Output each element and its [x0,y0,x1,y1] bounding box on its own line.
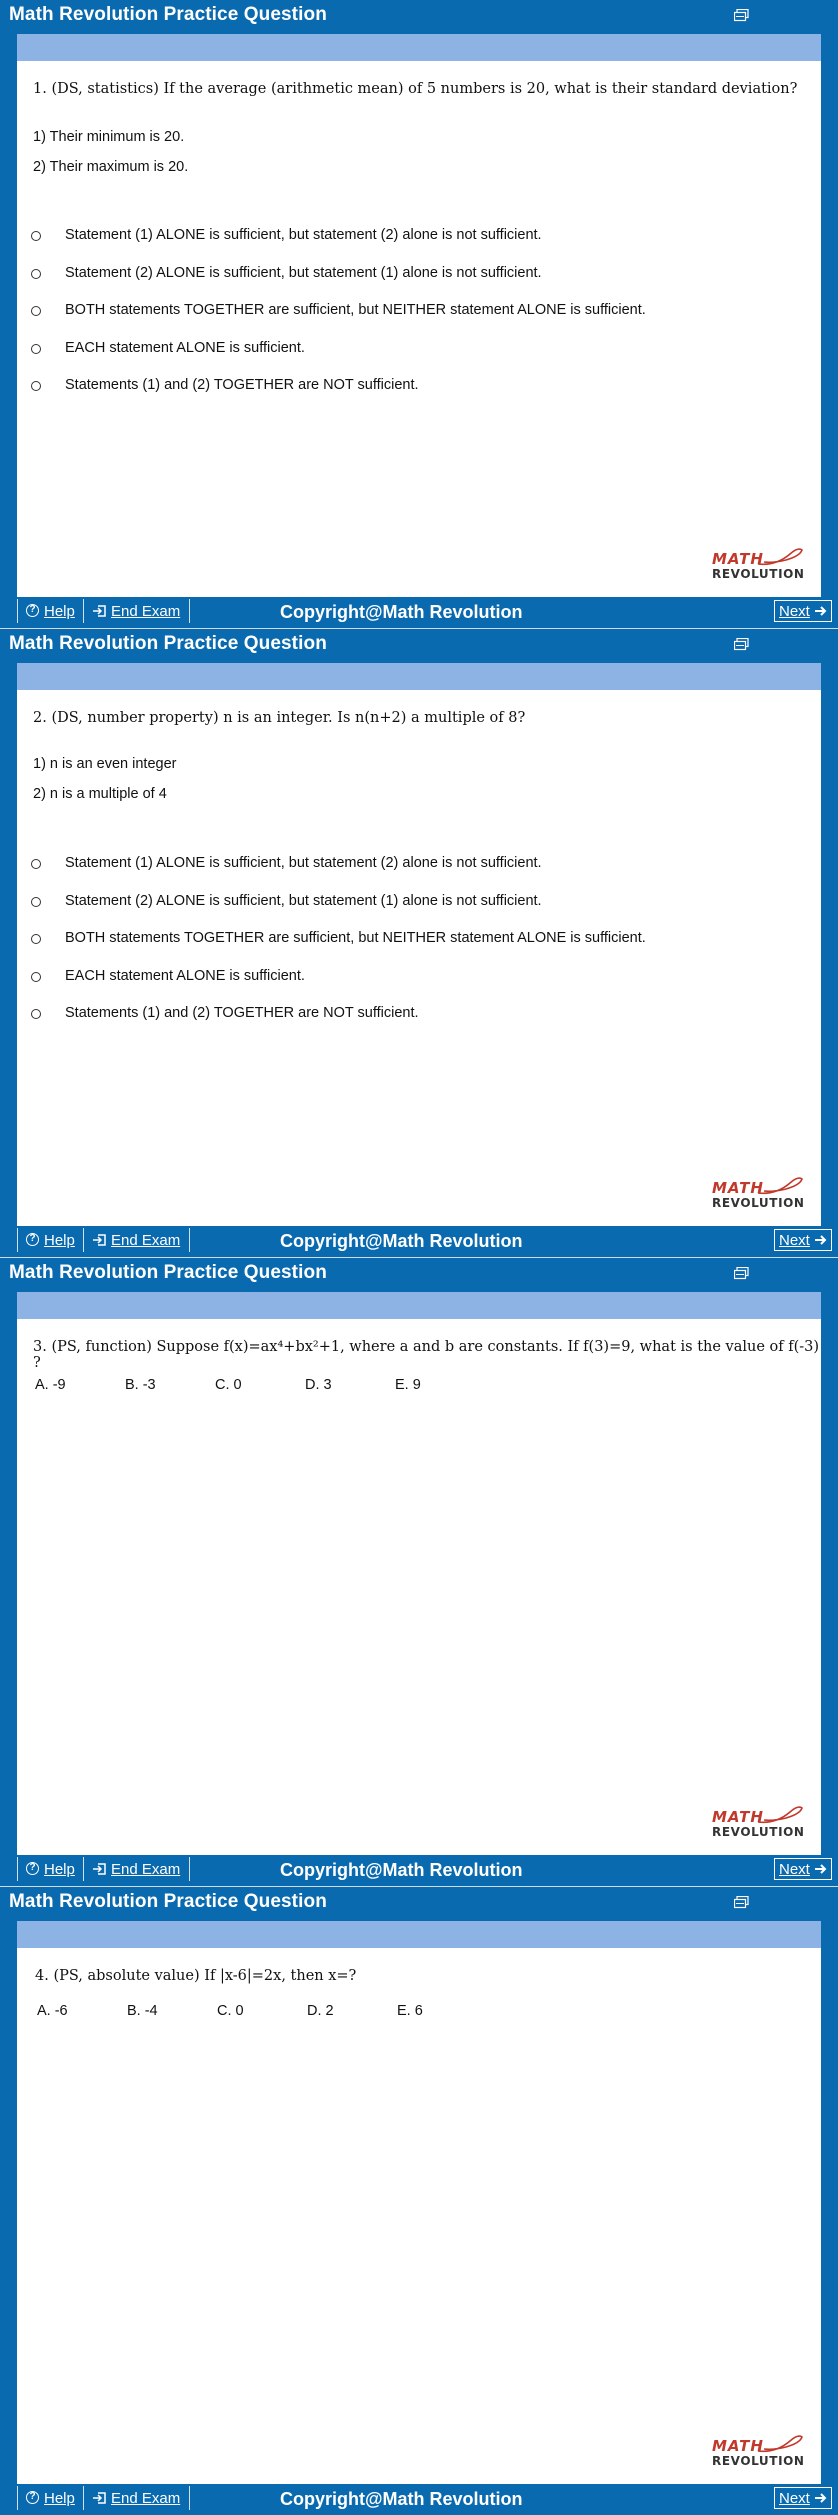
radio-button[interactable] [31,1009,41,1019]
logo-swoosh-icon [756,1175,804,1197]
logo-swoosh-icon [756,1804,804,1826]
sub-toolbar [17,1921,821,1948]
bottom-bar [0,2484,838,2515]
answer-choice-d[interactable]: D. 3 [305,1377,332,1393]
answer-choice-a[interactable]: A. -9 [35,1377,66,1393]
radio-button[interactable] [31,859,41,869]
help-circle-icon: ? [26,1862,39,1875]
exit-icon [92,1234,106,1246]
answer-choice-a[interactable]: A. -6 [37,2003,68,2019]
next-button[interactable]: Next [774,600,832,622]
answer-option-5[interactable] [31,377,791,397]
radio-button[interactable] [31,897,41,907]
question-text: 3. (PS, function) Suppose f(x)=ax⁴+bx²+1, where a and b are constants. If f(3)=9, what is the value of f(-3) ? [33,1339,820,1371]
copyright-text: Copyright@Math Revolution [280,2489,523,2509]
statement-1: 1) n is an even integer [33,756,177,772]
logo-text-math: MATH [712,2437,764,2455]
answer-option-label: EACH statement ALONE is sufficient. [65,340,305,356]
answer-choice-c[interactable]: C. 0 [217,2003,244,2019]
question-area [17,61,821,597]
question-panel-3 [0,1257,838,1886]
window-title: Math Revolution Practice Question [9,1262,327,1283]
question-area [17,690,821,1226]
answer-option-5[interactable] [31,1005,791,1025]
radio-button[interactable] [31,231,41,241]
answer-option-4[interactable] [31,340,791,360]
window-restore-icon[interactable] [734,9,749,22]
statement-2: 2) Their maximum is 20. [33,159,189,175]
bottom-bar [0,597,838,628]
answer-option-label: BOTH statements TOGETHER are sufficient, but NEITHER statement ALONE is sufficient. [65,302,646,318]
answer-option-1[interactable] [31,855,791,875]
window-restore-icon[interactable] [734,1896,749,1909]
next-button[interactable]: Next [774,2487,832,2509]
question-panel-4 [0,1886,838,2515]
title-bar [0,1887,838,1920]
help-button[interactable]: ? Help [17,2486,84,2510]
radio-button[interactable] [31,934,41,944]
sub-toolbar [17,663,821,690]
end-exam-button[interactable]: End Exam [84,1857,190,1881]
window-restore-icon[interactable] [734,638,749,651]
answer-option-label: Statements (1) and (2) TOGETHER are NOT sufficient. [65,377,419,393]
help-button[interactable]: ? Help [17,1228,84,1252]
help-circle-icon: ? [26,604,39,617]
exit-icon [92,2492,106,2504]
arrow-right-icon [814,1863,827,1875]
bottom-bar [0,1226,838,1257]
radio-button[interactable] [31,972,41,982]
answer-option-label: BOTH statements TOGETHER are sufficient, but NEITHER statement ALONE is sufficient. [65,930,646,946]
answer-option-label: Statement (2) ALONE is sufficient, but statement (1) alone is not sufficient. [65,893,542,909]
help-circle-icon: ? [26,2491,39,2504]
answer-choice-c[interactable]: C. 0 [215,1377,242,1393]
radio-button[interactable] [31,381,41,391]
answer-choice-d[interactable]: D. 2 [307,2003,334,2019]
next-button[interactable]: Next [774,1858,832,1880]
math-revolution-logo [712,1808,810,1844]
arrow-right-icon [814,605,827,617]
copyright-text: Copyright@Math Revolution [280,1860,523,1880]
next-button[interactable]: Next [774,1229,832,1251]
answer-option-1[interactable] [31,227,791,247]
end-exam-button[interactable]: End Exam [84,1228,190,1252]
answer-option-2[interactable] [31,265,791,285]
answer-choice-e[interactable]: E. 9 [395,1377,421,1393]
copyright-text: Copyright@Math Revolution [280,1231,523,1251]
math-revolution-logo [712,1179,810,1215]
question-panel-2 [0,628,838,1257]
title-bar [0,0,838,33]
exit-icon [92,1863,106,1875]
window-restore-icon[interactable] [734,1267,749,1280]
end-exam-button[interactable]: End Exam [84,2486,190,2510]
logo-swoosh-icon [756,546,804,568]
help-button[interactable]: ? Help [17,599,84,623]
question-area [17,1948,821,2484]
title-bar [0,1258,838,1291]
sub-toolbar [17,34,821,61]
question-text: 4. (PS, absolute value) If |x-6|=2x, then x=? [35,1968,357,1984]
math-revolution-logo [712,550,810,586]
math-revolution-logo [712,2437,810,2473]
answer-option-label: Statement (1) ALONE is sufficient, but statement (2) alone is not sufficient. [65,855,542,871]
radio-button[interactable] [31,344,41,354]
help-button[interactable]: ? Help [17,1857,84,1881]
logo-text-revolution: REVOLUTION [712,1825,805,1839]
sub-toolbar [17,1292,821,1319]
answer-option-label: EACH statement ALONE is sufficient. [65,968,305,984]
question-panel-1 [0,0,838,628]
answer-option-label: Statements (1) and (2) TOGETHER are NOT sufficient. [65,1005,419,1021]
logo-swoosh-icon [756,2433,804,2455]
answer-option-2[interactable] [31,893,791,913]
window-title: Math Revolution Practice Question [9,633,327,654]
logo-text-math: MATH [712,550,764,568]
logo-text-math: MATH [712,1808,764,1826]
question-text: 2. (DS, number property) n is an integer. Is n(n+2) a multiple of 8? [33,710,526,726]
radio-button[interactable] [31,269,41,279]
arrow-right-icon [814,1234,827,1246]
logo-text-revolution: REVOLUTION [712,567,805,581]
exit-icon [92,605,106,617]
answer-option-label: Statement (1) ALONE is sufficient, but statement (2) alone is not sufficient. [65,227,542,243]
answer-option-3[interactable] [31,302,791,322]
help-circle-icon: ? [26,1233,39,1246]
answer-choice-b[interactable]: B. -3 [125,1377,156,1393]
logo-text-revolution: REVOLUTION [712,1196,805,1210]
statement-2: 2) n is a multiple of 4 [33,786,167,802]
answer-choice-b[interactable]: B. -4 [127,2003,158,2019]
statement-1: 1) Their minimum is 20. [33,129,185,145]
window-title: Math Revolution Practice Question [9,4,327,25]
bottom-bar [0,1855,838,1886]
answer-option-label: Statement (2) ALONE is sufficient, but statement (1) alone is not sufficient. [65,265,542,281]
radio-button[interactable] [31,306,41,316]
copyright-text: Copyright@Math Revolution [280,602,523,622]
question-text: 1. (DS, statistics) If the average (arithmetic mean) of 5 numbers is 20, what is their standard deviation? [33,81,798,97]
end-exam-button[interactable]: End Exam [84,599,190,623]
arrow-right-icon [814,2492,827,2504]
question-area [17,1319,821,1855]
answer-choice-e[interactable]: E. 6 [397,2003,423,2019]
logo-text-revolution: REVOLUTION [712,2454,805,2468]
window-title: Math Revolution Practice Question [9,1891,327,1912]
answer-option-3[interactable] [31,930,791,950]
title-bar [0,629,838,662]
logo-text-math: MATH [712,1179,764,1197]
answer-option-4[interactable] [31,968,791,988]
